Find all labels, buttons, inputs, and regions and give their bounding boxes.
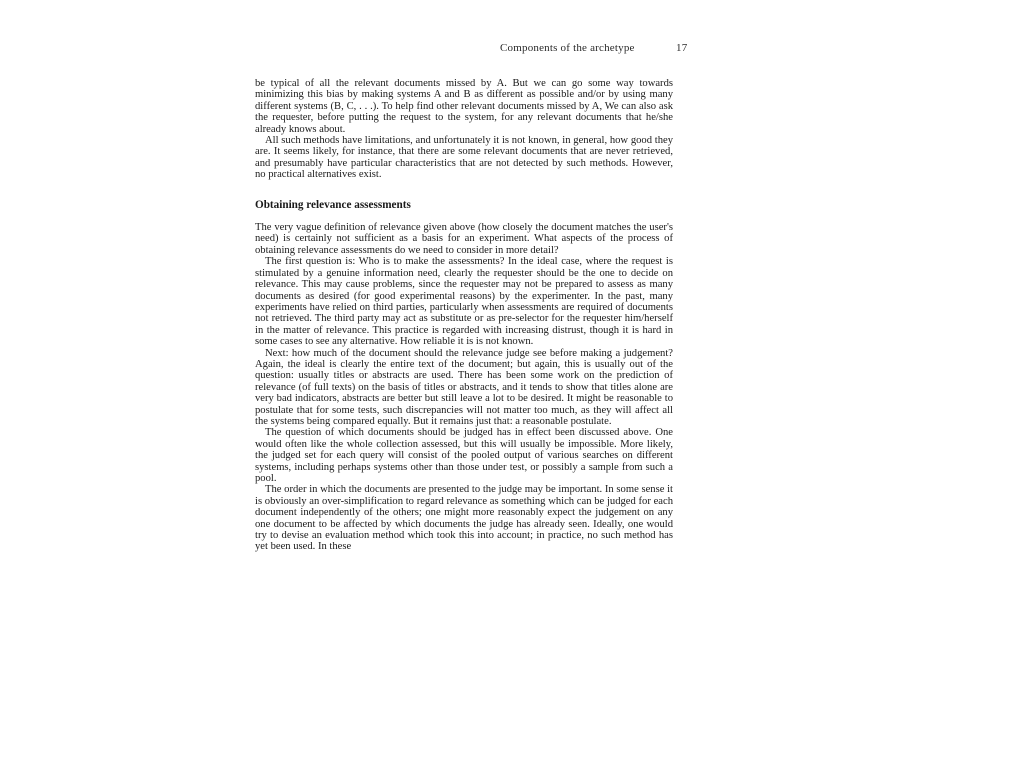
paragraph-4: The first question is: Who is to make the assessments? In the ideal case, where the request is stimulated by a genuine information need, clearly the requester should be the one to decide on relevance. This may cause problems, since the requester may not be prepared to assess as many documents as desired (for good experimental reasons) by the experimenter. In the past, many experiments have relied on third parties, particularly when assessments are required of documents not retrieved. The third party may act as substitute or as pre-selector for the requester him/herself in the matter of relevance. This practice is regarded with increasing distrust, though it is hard in some cases to see any alternative. How reliable it is is not known. xyxy=(255,256,673,348)
paragraph-5: Next: how much of the document should the relevance judge see before making a judgement? Again, the ideal is clearly the entire text of the document; but again, this is usually out of the question: usually titles or abstracts are used. There has been some work on the prediction of relevance (of full texts) on the basis of titles or abstracts, and it tends to show that titles alone are very bad indicators, abstracts are better but still leave a lot to be desired. It might be reasonable to postulate that for some tests, such discrepancies will not matter too much, as they will affect all the systems being compared equally. But it remains just that: a reasonable postulate. xyxy=(255,347,673,427)
paragraph-2: All such methods have limitations, and unfortunately it is not known, in general, how good they are. It seems likely, for instance, that there are some relevant documents that are never retrieved, and presumably have particular characteristics that are not detected by such methods. However, no practical alternatives exist. xyxy=(255,135,673,181)
running-title: Components of the archetype xyxy=(500,42,635,54)
paragraph-1: be typical of all the relevant documents missed by A. But we can go some way towards minimizing this bias by making systems A and B as different as possible and/or by using many different systems (B, C, . . .). To help find other relevant documents missed by A, We can also ask the requester, before putting the request to the system, for any relevant documents that he/she already knows about. xyxy=(255,78,673,135)
section-heading: Obtaining relevance assessments xyxy=(255,198,411,211)
body-text xyxy=(255,78,673,553)
paragraph-7: The order in which the documents are presented to the judge may be important. In some sense it is obviously an over-simplification to regard relevance as something which can be judged for each document independently of the others; one might more reasonably expect the judgement on any one document to be affected by which documents the judge has already seen. Ideally, one would try to devise an evaluation method which took this into account; in practice, no such method has yet been used. In these xyxy=(255,484,673,553)
paragraph-6: The question of which documents should be judged has in effect been discussed above. One would often like the whole collection assessed, but this will usually be impossible. More likely, the judged set for each query will consist of the pooled output of various searches on different systems, including perhaps systems other than those under test, or possibly a sample from such a pool. xyxy=(255,427,673,484)
paragraph-3: The very vague definition of relevance given above (how closely the document matches the user's need) is certainly not sufficient as a basis for an experiment. What aspects of the process of obtaining relevance assessments do we need to consider in more detail? xyxy=(255,222,673,256)
page-number: 17 xyxy=(676,42,688,54)
